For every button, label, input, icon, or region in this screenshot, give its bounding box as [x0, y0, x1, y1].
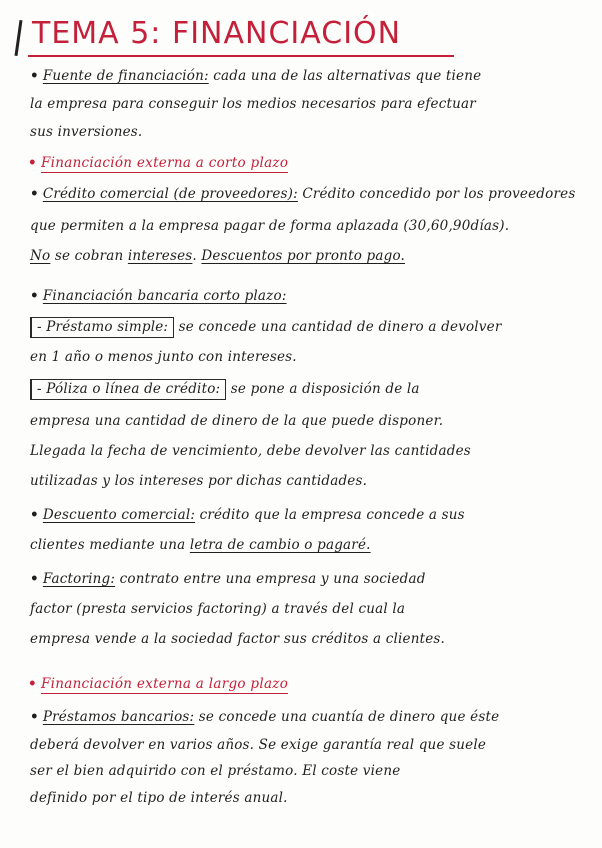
p1-line2: la empresa para conseguir los medios necesarios para efectuar	[30, 96, 476, 112]
p1-line3: sus inversiones.	[30, 124, 143, 140]
p4-rest: crédito que la empresa concede a sus	[199, 507, 465, 523]
p2-no: No	[30, 248, 51, 264]
p3-line4: empresa una cantidad de dinero de la que puede disponer.	[30, 413, 444, 429]
p1-line1	[30, 68, 481, 84]
p4-line2	[30, 537, 371, 553]
p2-intereses: intereses	[127, 248, 193, 264]
p6-rest: se concede una cuantía de dinero que éste	[198, 709, 500, 725]
poliza-box: - Póliza o línea de crédito:	[30, 379, 226, 400]
p2-l3a: se cobran	[54, 248, 124, 264]
p6-line2: deberá devolver en varios años. Se exige garantía real que suele	[30, 737, 487, 753]
sec1-text: Financiación externa a corto plazo	[40, 155, 289, 171]
p4-l2a: clientes mediante una	[30, 537, 186, 553]
bullet: •	[28, 155, 37, 171]
p6-term: Préstamos bancarios:	[42, 709, 195, 725]
p2-descuentos: Descuentos por pronto pago.	[201, 248, 406, 264]
section-heading-long-term	[28, 676, 288, 692]
p6-line1	[30, 709, 499, 725]
p5-line1	[30, 571, 426, 587]
margin-mark	[15, 20, 23, 56]
p3-line1	[30, 319, 501, 335]
bullet: •	[30, 68, 39, 84]
bullet: •	[30, 288, 39, 304]
p4-term: Descuento comercial:	[42, 507, 196, 523]
p4-l2b: letra de cambio o pagaré.	[189, 537, 371, 553]
bullet: •	[30, 507, 39, 523]
p3-line3	[30, 381, 420, 397]
p5-term: Factoring:	[42, 571, 116, 587]
page-title: TEMA 5: FINANCIACIÓN	[32, 16, 402, 51]
sec2-text: Financiación externa a largo plazo	[40, 676, 289, 692]
p2-line2: que permiten a la empresa pagar de forma aplazada (30,60,90días).	[30, 218, 510, 234]
p3-line2: en 1 año o menos junto con intereses.	[30, 349, 297, 365]
p3-head: Financiación bancaria corto plazo:	[42, 288, 287, 304]
p2-term: Crédito comercial (de proveedores):	[42, 186, 298, 202]
p2-line3: No se cobran intereses. Descuentos por pronto pago.	[30, 248, 406, 264]
p3-heading	[30, 288, 287, 304]
p3-line6: utilizadas y los intereses por dichas cantidades.	[30, 473, 368, 489]
bullet: •	[30, 709, 39, 725]
section-heading-short-term	[28, 155, 288, 171]
p3-box1-rest: se concede una cantidad de dinero a devolver	[178, 319, 502, 335]
prestamo-simple-box: - Préstamo simple:	[30, 317, 174, 338]
bullet: •	[30, 571, 39, 587]
p4-line1	[30, 507, 465, 523]
p1-rest: cada una de las alternativas que tiene	[213, 68, 482, 84]
p2-line1	[30, 186, 575, 202]
p5-line3: empresa vende a la sociedad factor sus créditos a clientes.	[30, 631, 446, 647]
p1-term: Fuente de financiación:	[42, 68, 209, 84]
p6-line3: ser el bien adquirido con el préstamo. El coste viene	[30, 763, 401, 779]
p5-line2: factor (presta servicios factoring) a través del cual la	[30, 601, 406, 617]
p3-line5: Llegada la fecha de vencimiento, debe devolver las cantidades	[30, 443, 471, 459]
p3-box2-rest: se pone a disposición de la	[230, 381, 420, 397]
title-underline	[28, 55, 454, 57]
p2-rest: Crédito concedido por los proveedores	[302, 186, 576, 202]
p6-line4: definido por el tipo de interés anual.	[30, 790, 288, 806]
bullet: •	[30, 186, 39, 202]
p5-rest: contrato entre una empresa y una sociedad	[119, 571, 426, 587]
bullet: •	[28, 676, 37, 692]
